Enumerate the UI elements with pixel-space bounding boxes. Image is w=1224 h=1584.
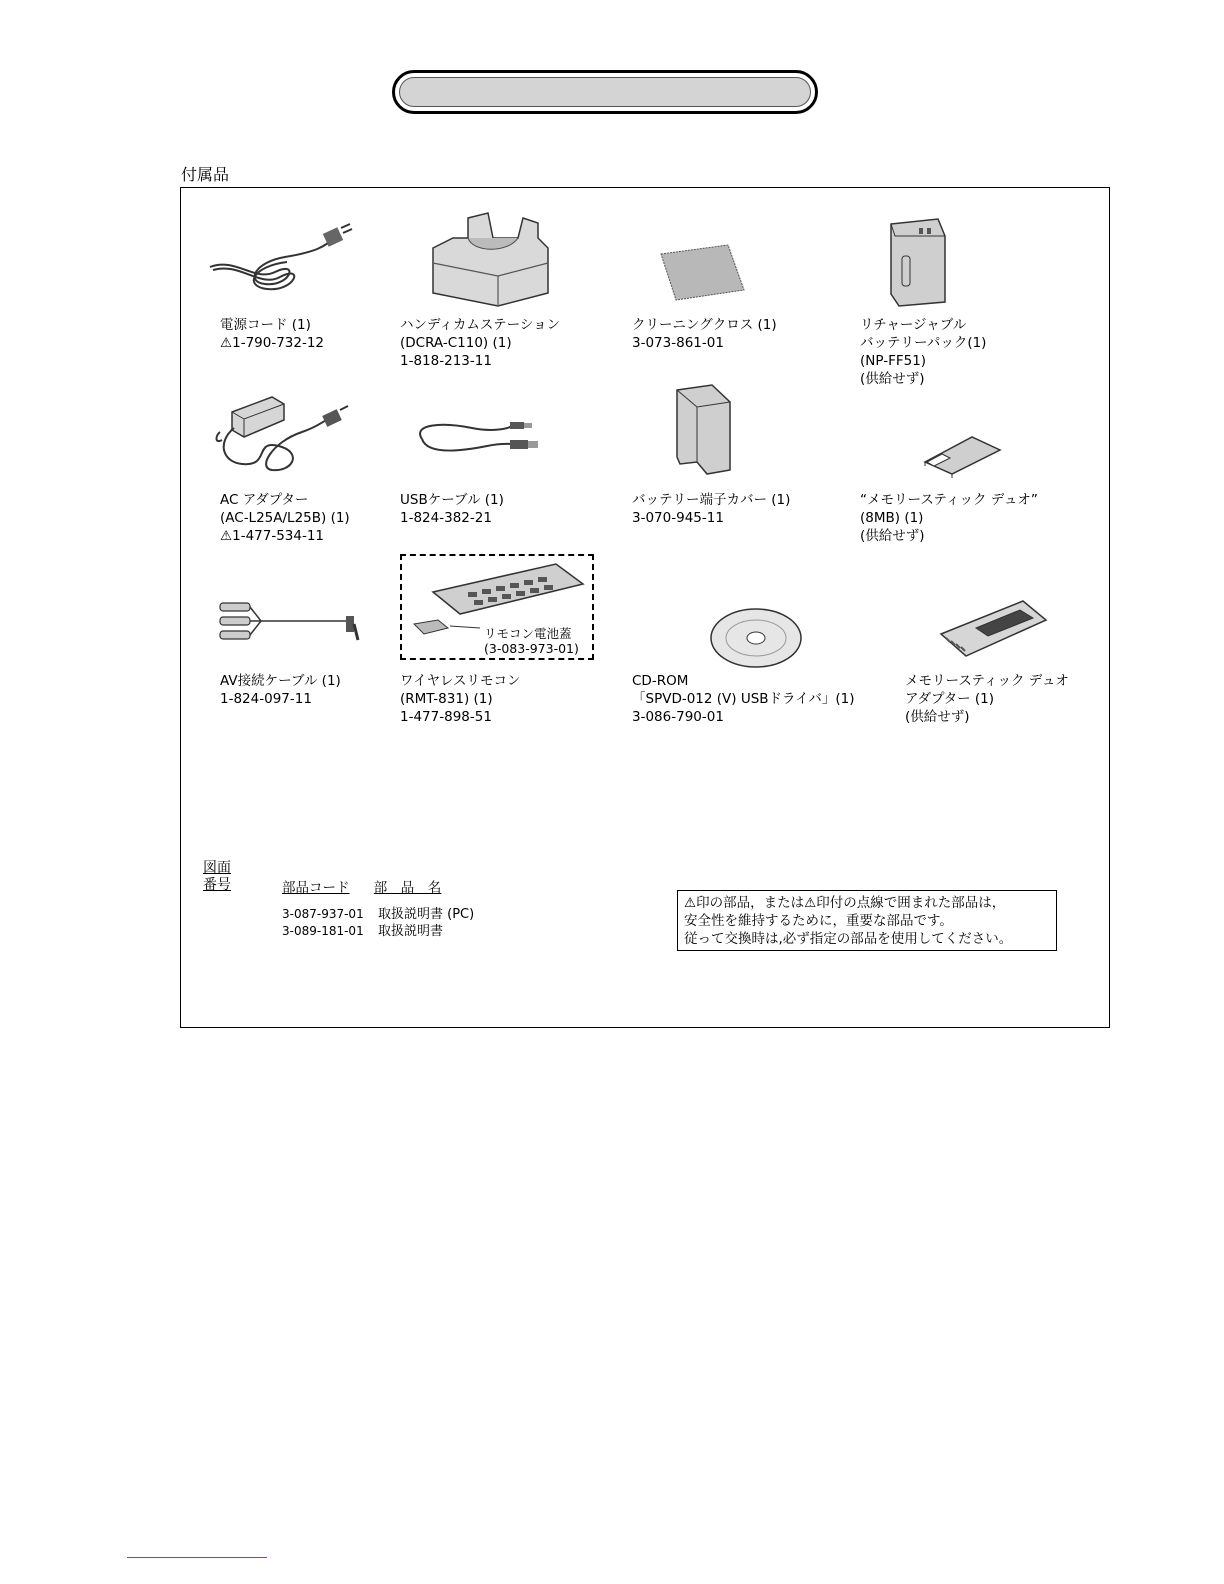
caption-battery-pack: リチャージャブル バッテリーパック(1) (NP-FF51) (供給せず): [860, 317, 987, 387]
cd-rom-icon: [708, 606, 804, 670]
caption-cleaning-cloth: クリーニングクロス (1) 3-073-861-01: [632, 317, 777, 351]
caption-handycam-station: ハンディカムステーション (DCRA-C110) (1) 1-818-213-11: [400, 317, 561, 369]
battery-cover-icon: [672, 382, 734, 476]
parts-header: [282, 876, 441, 896]
caption-memory-stick-adapter: メモリースティック デュオ アダプター (1) (供給せず): [905, 673, 1069, 725]
caption-battery-cover: バッテリー端子カバー (1) 3-070-945-11: [632, 492, 791, 526]
parts-header-code: 部品コード: [282, 880, 350, 896]
handycam-station-icon: [428, 208, 554, 308]
safety-notice: ⚠印の部品，または⚠印付の点線で囲まれた部品は， 安全性を維持するために，重要な部品です。 従って交換時は,必ず指定の部品を使用してください。: [677, 890, 1057, 951]
av-cable-icon: [216, 598, 364, 646]
caption-cd-rom: CD-ROM 「SPVD-012 (V) USBドライバ」(1) 3-086-790-01: [632, 673, 855, 725]
caption-usb-cable: USBケーブル (1) 1-824-382-21: [400, 492, 504, 526]
caption-power-cord: 電源コード (1) ⚠1-790-732-12: [220, 317, 325, 351]
title-banner: [392, 70, 818, 114]
footer-rule: [127, 1557, 267, 1558]
remote-battery-lid-label: リモコン電池蓋 (3-083-973-01): [484, 626, 579, 656]
caption-av-cable: AV接続ケーブル (1) 1-824-097-11: [220, 673, 341, 707]
ac-adapter-icon: [212, 392, 350, 478]
usb-cable-icon: [412, 414, 542, 462]
section-title: 付属品: [181, 165, 230, 184]
power-cord-icon: [205, 222, 355, 294]
parts-header-name: 部 品 名: [373, 880, 442, 896]
parts-row: 3-089-181-01 取扱説明書: [282, 924, 444, 939]
caption-ac-adapter: AC アダプター (AC-L25A/L25B) (1) ⚠1-477-534-11: [220, 492, 350, 544]
memory-stick-adapter-icon: [938, 598, 1050, 660]
battery-pack-icon: [883, 214, 949, 308]
caption-memory-stick-duo: “メモリースティック デュオ” (8MB) (1) (供給せず): [860, 492, 1038, 544]
memory-stick-duo-icon: [922, 434, 1004, 478]
cleaning-cloth-icon: [658, 242, 748, 304]
caption-remote-control: ワイヤレスリモコン (RMT-831) (1) 1-477-898-51: [400, 673, 521, 725]
parts-row: 3-087-937-01 取扱説明書 (PC): [282, 907, 475, 922]
figure-number-label: 図面 番号: [203, 860, 231, 893]
